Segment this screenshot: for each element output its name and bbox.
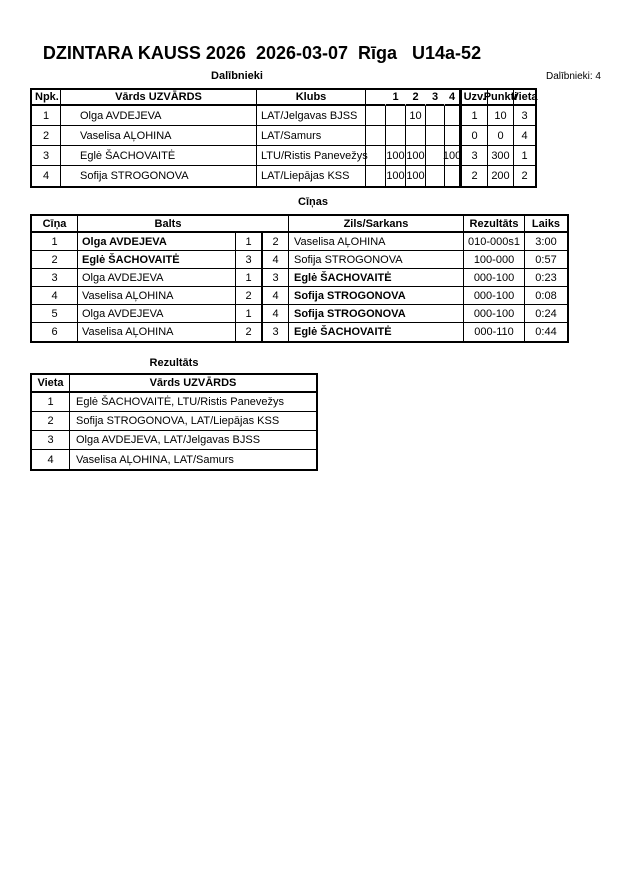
white-name-cell: Olga AVDEJEVA: [78, 233, 236, 251]
club-cell: LAT/Samurs: [257, 126, 366, 146]
fights-heading: Cīņas: [298, 196, 328, 208]
blue-seed-cell: 3: [263, 323, 289, 341]
participant-row: [32, 126, 535, 146]
fight-number-cell: 1: [32, 233, 78, 251]
page-title: DZINTARA KAUSS 2026 2026-03-07 Rīga U14a-52: [42, 43, 482, 63]
result-row: [32, 450, 316, 469]
white-name-cell: Eglė ŠACHOVAITĖ: [78, 251, 236, 269]
club-cell: LAT/Liepājas KSS: [257, 166, 366, 186]
results-table: [30, 373, 318, 471]
npk-cell: 2: [32, 126, 61, 146]
time-cell: 0:44: [535, 326, 557, 338]
white-seed-cell: 1: [236, 305, 263, 323]
fight-row: [32, 323, 567, 341]
white-name-cell: Vaselisa AĻOHINA: [78, 323, 236, 341]
blue-seed-cell: 2: [263, 233, 289, 251]
col-header-name: Vārds UZVĀRDS: [70, 375, 316, 393]
grid-cell-1: 100: [386, 146, 406, 166]
col-header-place: Vieta: [32, 375, 70, 393]
club-cell: LAT/Jelgavas BJSS: [257, 106, 366, 126]
name-club-cell: Olga AVDEJEVA, LAT/Jelgavas BJSS: [70, 431, 316, 450]
participants-table: [30, 88, 537, 188]
blue-name-cell: Sofija STROGONOVA: [289, 287, 464, 305]
fight-number-cell: 2: [32, 251, 78, 269]
results-header-row: [32, 375, 316, 393]
white-name-cell: Olga AVDEJEVA: [78, 305, 236, 323]
grid-cell-3: [426, 126, 445, 146]
points-cell: 200: [488, 166, 514, 186]
fight-row: [32, 251, 567, 269]
participant-row: [32, 166, 535, 186]
fight-number-cell: 5: [32, 305, 78, 323]
grid-cell-3: [426, 106, 445, 126]
points-cell: 10: [488, 106, 514, 126]
club-cell: LTU/Ristis Panevežys: [257, 146, 366, 166]
white-name-cell: Vaselisa AĻOHINA: [78, 287, 236, 305]
name-club-cell: Eglė ŠACHOVAITĖ, LTU/Ristis Panevežys: [70, 393, 316, 412]
npk-cell: 1: [32, 106, 61, 126]
time-cell: 0:57: [525, 251, 567, 269]
grid-cell-4: [445, 126, 462, 146]
time-cell: 3:00: [525, 233, 567, 251]
grid-cell-4: [445, 106, 462, 126]
fights-header-row: [32, 216, 567, 233]
grid-cell-4: [445, 166, 462, 186]
name-cell: Eglė ŠACHOVAITĖ: [61, 146, 257, 166]
fight-number-cell: 4: [32, 287, 78, 305]
name-cell: Vaselisa AĻOHINA: [61, 126, 257, 146]
grid-cell-1: [386, 126, 406, 146]
name-club-cell: Sofija STROGONOVA, LAT/Liepājas KSS: [70, 412, 316, 431]
name-cell: Olga AVDEJEVA: [61, 106, 257, 126]
grid-cell-2: 100: [406, 166, 426, 186]
col-header-fight: Cīņa: [32, 216, 78, 233]
grid-spacer-cell: [366, 166, 386, 186]
result-cell: 000-100: [464, 269, 525, 287]
col-header-4: 4: [445, 90, 462, 106]
white-seed-cell: 1: [236, 269, 263, 287]
white-seed-cell: 3: [236, 251, 263, 269]
result-cell: 000-100: [464, 287, 525, 305]
place-cell: 4: [514, 126, 535, 146]
grid-spacer-cell: [366, 146, 386, 166]
time-cell: 0:23: [525, 269, 567, 287]
fight-row: [32, 287, 567, 305]
col-header-result: Rezultāts: [464, 216, 525, 233]
blue-name-cell: Sofija STROGONOVA: [289, 251, 464, 269]
col-header-points: Punkti: [488, 90, 514, 106]
col-header-2: 2: [406, 90, 426, 106]
grid-cell-1: 100: [386, 166, 406, 186]
npk-cell: 4: [32, 166, 61, 186]
col-header-name: Vārds UZVĀRDS: [61, 90, 257, 106]
place-cell: 2: [521, 170, 528, 182]
grid-spacer-cell: [366, 126, 386, 146]
col-header-club: Klubs: [257, 90, 366, 106]
white-seed-cell: 2: [236, 323, 263, 341]
result-row: [32, 393, 316, 412]
time-cell: 0:08: [525, 287, 567, 305]
blue-seed-cell: 4: [263, 251, 289, 269]
results-heading: Rezultāts: [149, 357, 199, 369]
white-name-cell: Olga AVDEJEVA: [78, 269, 236, 287]
points-cell: 0: [488, 126, 514, 146]
col-header-blue: Zils/Sarkans: [289, 216, 464, 233]
place-cell: 1: [514, 146, 535, 166]
result-cell: 010-000s1: [464, 233, 525, 251]
white-seed-cell: 1: [236, 233, 263, 251]
col-header-1: 1: [386, 90, 406, 106]
fight-number-cell: 3: [32, 269, 78, 287]
fight-row: [32, 305, 567, 323]
grid-cell-2: 100: [406, 146, 426, 166]
participant-row: [32, 106, 535, 126]
name-club-cell: Vaselisa AĻOHINA, LAT/Samurs: [76, 453, 234, 466]
col-header-3: 3: [426, 90, 445, 106]
wins-cell: 1: [462, 106, 488, 126]
result-row: [32, 412, 316, 431]
col-header-wins: Uzv.: [462, 90, 488, 106]
wins-cell: 3: [462, 146, 488, 166]
place-cell: 3: [32, 431, 70, 450]
col-header-white: Balts: [78, 216, 289, 233]
grid-cell-2: [406, 126, 426, 146]
blue-name-cell: Sofija STROGONOVA: [289, 305, 464, 323]
blue-seed-cell: 4: [263, 287, 289, 305]
npk-cell: 3: [32, 146, 61, 166]
wins-cell: 2: [462, 166, 488, 186]
grid-cell-2: 10: [406, 106, 426, 126]
blue-name-cell: Eglė ŠACHOVAITĖ: [289, 269, 464, 287]
col-header-time: Laiks: [525, 216, 567, 233]
participants-count-label: Dalībnieki: 4: [545, 71, 601, 82]
time-cell: 0:24: [525, 305, 567, 323]
place-cell: 4: [32, 450, 70, 469]
points-cell: 300: [488, 146, 514, 166]
col-header-npk: Npk.: [32, 90, 61, 106]
grid-spacer-cell: [366, 106, 386, 126]
result-cell: 000-100: [464, 305, 525, 323]
fights-table: [30, 214, 569, 343]
blue-seed-cell: 3: [263, 269, 289, 287]
grid-cell-3: [426, 166, 445, 186]
place-cell: 1: [32, 393, 70, 412]
blue-name-cell: Eglė ŠACHOVAITĖ: [289, 323, 464, 341]
blue-name-cell: Vaselisa AĻOHINA: [289, 233, 464, 251]
result-cell: 100-000: [464, 251, 525, 269]
grid-cell-4: 100: [445, 146, 462, 166]
wins-cell: 0: [462, 126, 488, 146]
participant-row: [32, 146, 535, 166]
name-cell: Sofija STROGONOVA: [61, 166, 257, 186]
place-cell: 2: [32, 412, 70, 431]
col-header-spacer: [366, 90, 386, 106]
white-seed-cell: 2: [236, 287, 263, 305]
place-cell: 3: [514, 106, 535, 126]
result-row: [32, 431, 316, 450]
fight-row: [32, 269, 567, 287]
fight-row: [32, 233, 567, 251]
grid-cell-1: [386, 106, 406, 126]
participants-heading: Dalībnieki: [211, 70, 263, 82]
result-cell: 000-110: [464, 323, 525, 341]
fight-number-cell: 6: [32, 323, 78, 341]
blue-seed-cell: 4: [263, 305, 289, 323]
col-header-place: Vieta: [514, 90, 535, 106]
participants-header-row: [32, 90, 538, 106]
